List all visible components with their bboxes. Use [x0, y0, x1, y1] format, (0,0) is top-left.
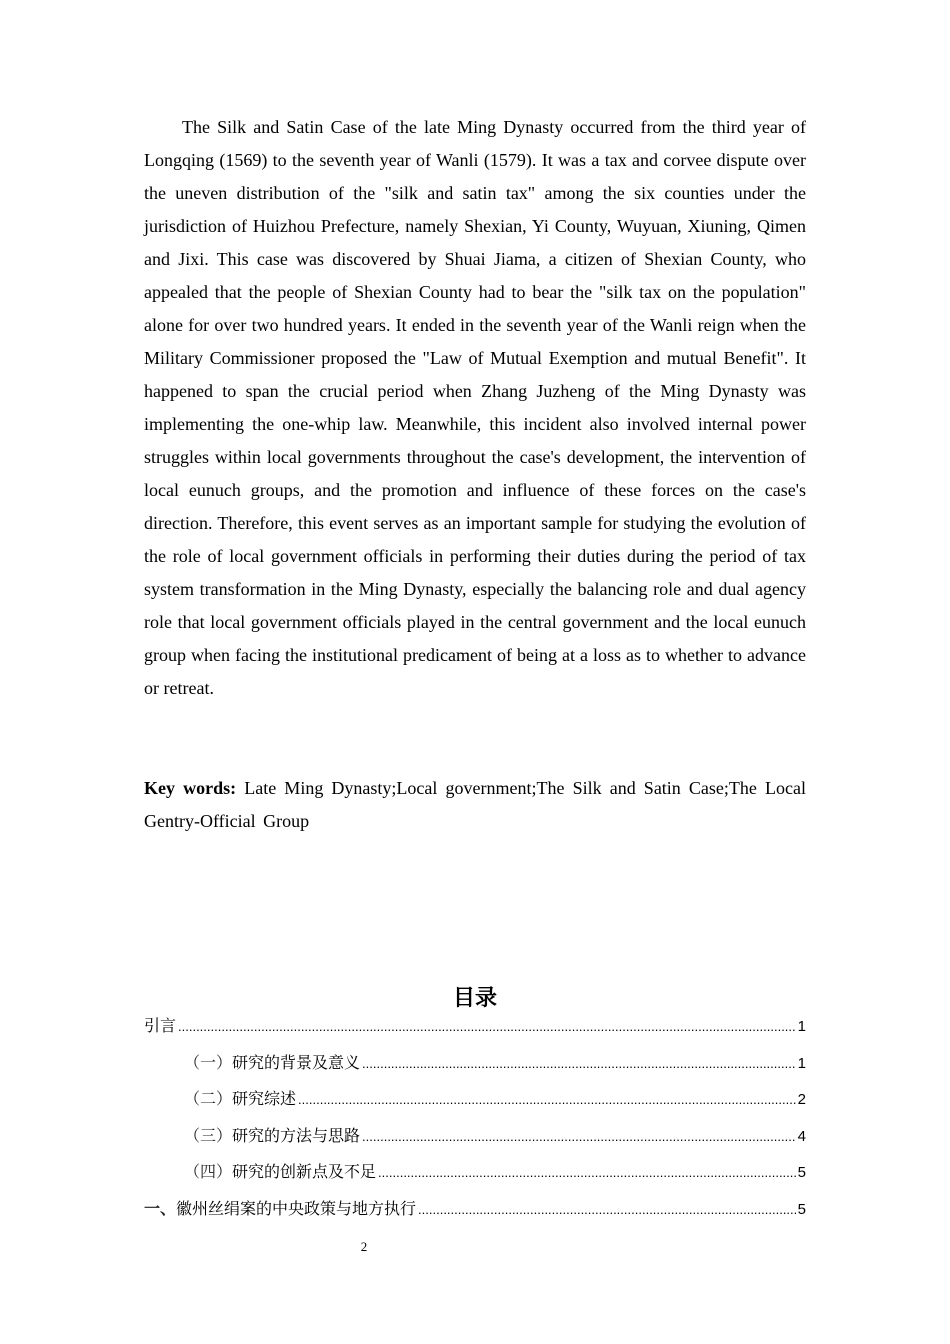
keywords-text: Late Ming Dynasty;Local government;The Silk and Satin Case;The Local Gentry-Official Group: [144, 778, 806, 831]
toc-entry-label: 引言: [144, 1016, 177, 1035]
toc-entry-page: 4: [797, 1127, 806, 1145]
toc-entry-innovation[interactable]: [144, 1156, 806, 1193]
toc-dot-leader: [298, 1084, 796, 1116]
toc-entry-label: 研究的背景及意义: [232, 1052, 361, 1072]
toc-entry-label: 研究的方法与思路: [232, 1125, 361, 1145]
toc-entry-number: （三）: [184, 1125, 233, 1145]
abstract-paragraph: The Silk and Satin Case of the late Ming Dynasty occurred from the third year of Longqing (1569) to the seventh year of Wanli (1579). It was a tax and corvee dispute over the uneven distribution of the "silk and satin tax" among the six counties under the jurisdiction of Huizhou Prefecture, namely Shexian, Yi County, Wuyuan, Xiuning, Qimen and Jixi. This case was discovered by Shuai Jiama, a citizen of Shexian County, who appealed that the people of Shexian County had to bear the "silk tax on the population" alone for over two hundred years. It ended in the seventh year of the Wanli reign when the Military Commissioner proposed the "Law of Mutual Exemption and mutual Benefit". It happened to span the crucial period when Zhang Juzheng of the Ming Dynasty was implementing the one-whip law. Meanwhile, this incident also involved internal power struggles within local governments throughout the case's development, the intervention of local eunuch groups, and the promotion and influence of these forces on the case's direction. Therefore, this event serves as an important sample for studying the evolution of the role of local government officials in performing their duties during the period of tax system transformation in the Ming Dynasty, especially the balancing role and dual agency role that local government officials played in the central government and the local eunuch group when facing the institutional predicament of being at a loss as to whether to advance or retreat.: [144, 117, 806, 698]
toc-dot-leader: [418, 1194, 796, 1226]
table-of-contents: [144, 1010, 806, 1229]
toc-title: 目录: [452, 986, 497, 1011]
toc-entry-page: 1: [797, 1054, 806, 1072]
toc-entry-review[interactable]: [144, 1083, 806, 1120]
toc-entry-background[interactable]: [144, 1047, 806, 1084]
toc-entry-page: 1: [797, 1018, 806, 1035]
keywords-label: Key words:: [144, 778, 237, 798]
toc-entry-number: 一、: [144, 1198, 177, 1218]
page-number: 2: [360, 1239, 368, 1254]
toc-dot-leader: [378, 1157, 796, 1189]
toc-entry-page: 5: [797, 1200, 806, 1218]
toc-entry-label: 徽州丝绢案的中央政策与地方执行: [176, 1198, 417, 1218]
toc-entry-page: 5: [797, 1164, 806, 1181]
toc-entry-chapter-one[interactable]: [144, 1193, 806, 1230]
toc-entry-introduction[interactable]: [144, 1010, 806, 1047]
toc-entry-number: （二）: [184, 1089, 233, 1108]
toc-entry-number: （四）: [184, 1162, 233, 1181]
toc-entry-label: 研究综述: [232, 1089, 297, 1108]
toc-entry-page: 2: [797, 1091, 806, 1108]
toc-dot-leader: [362, 1121, 796, 1153]
keywords-line: [144, 772, 806, 838]
toc-entry-label: 研究的创新点及不足: [232, 1162, 377, 1181]
toc-entry-methods[interactable]: [144, 1120, 806, 1157]
toc-entry-number: （一）: [184, 1052, 233, 1072]
toc-dot-leader: [362, 1048, 796, 1080]
toc-dot-leader: [178, 1011, 796, 1043]
